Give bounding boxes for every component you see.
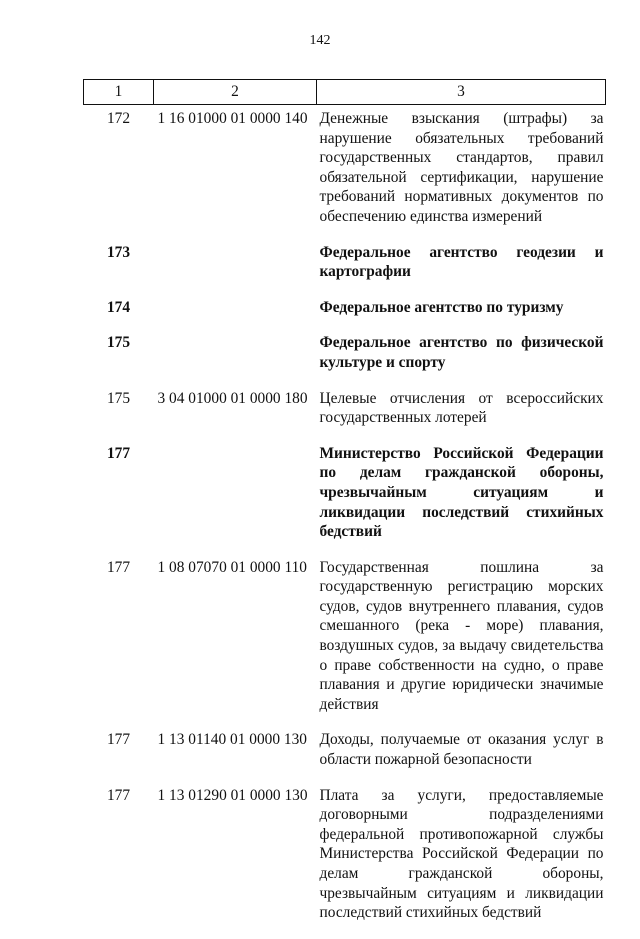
classification-code: 3 04 01000 01 0000 180: [157, 389, 308, 407]
row-number: 175: [106, 334, 131, 352]
page-number: 142: [309, 33, 331, 48]
row-number: 177: [106, 558, 131, 576]
row-description: Федеральное агентство геодезии и картографии: [319, 243, 604, 281]
header-col-1: 1: [84, 80, 154, 105]
table-row: [84, 105, 606, 243]
table-row: [84, 558, 606, 731]
classification-code: 1 13 01290 01 0000 130: [157, 786, 308, 804]
table-row: [84, 298, 606, 334]
row-description: Доходы, получаемые от оказания услуг в области пожарной безопасности: [319, 731, 604, 769]
row-description: Государственная пошлина за государственную регистрацию морских судов, судов внутреннего плавания, судов смешанного (река - море) плавания, воздушных судов, за выдачу свидетельства о праве собственности на судно, о праве плавания и другие юридически значимые действия: [319, 558, 604, 713]
row-description: Министерство Российской Федерации по делам гражданской обороны, чрезвычайным ситуациям и ликвидации последствий стихийных бедствий: [319, 444, 604, 541]
row-description: Целевые отчисления от всероссийских государственных лотерей: [319, 389, 604, 427]
row-number: 177: [106, 731, 131, 749]
row-description: Федеральное агентство по туризму: [319, 298, 564, 316]
row-description: Плата за услуги, предоставляемые договорными подразделениями федеральной противопожарной службы Министерства Российской Федерации по делам гражданской обороны, чрезвычайным ситуациям и ликвидации последствий стихийных бедствий: [319, 786, 604, 922]
table-row: [84, 730, 606, 785]
row-number: 175: [106, 389, 131, 407]
table-body: [84, 105, 606, 939]
budget-classification-table: [83, 79, 606, 939]
classification-code: [154, 243, 317, 298]
table-row: [84, 786, 606, 939]
row-number: 172: [106, 110, 131, 127]
row-description: Федеральное агентство по физической культуре и спорту: [319, 334, 604, 371]
classification-code: [154, 444, 317, 558]
row-number: 173: [106, 243, 131, 261]
row-number: 177: [106, 444, 131, 462]
table-row: [84, 243, 606, 298]
table-header: [84, 80, 606, 105]
classification-code: [154, 333, 317, 388]
row-number: 177: [106, 786, 131, 804]
header-col-3: 3: [317, 80, 606, 105]
table-row: [84, 333, 606, 388]
header-col-2: 2: [154, 80, 317, 105]
classification-code: 1 13 01140 01 0000 130: [157, 731, 307, 749]
row-number: 174: [106, 298, 131, 316]
table-row: [84, 444, 606, 558]
classification-code: 1 08 07070 01 0000 110: [157, 558, 307, 576]
classification-code: [154, 298, 317, 334]
classification-code: 1 16 01000 01 0000 140: [157, 110, 308, 127]
table-row: [84, 389, 606, 444]
row-description: Денежные взыскания (штрафы) за нарушение обязательных требований государственных стандартов, правил обязательной сертификации, нарушение требований нормативных документов по обеспечению единства измерений: [319, 110, 604, 225]
